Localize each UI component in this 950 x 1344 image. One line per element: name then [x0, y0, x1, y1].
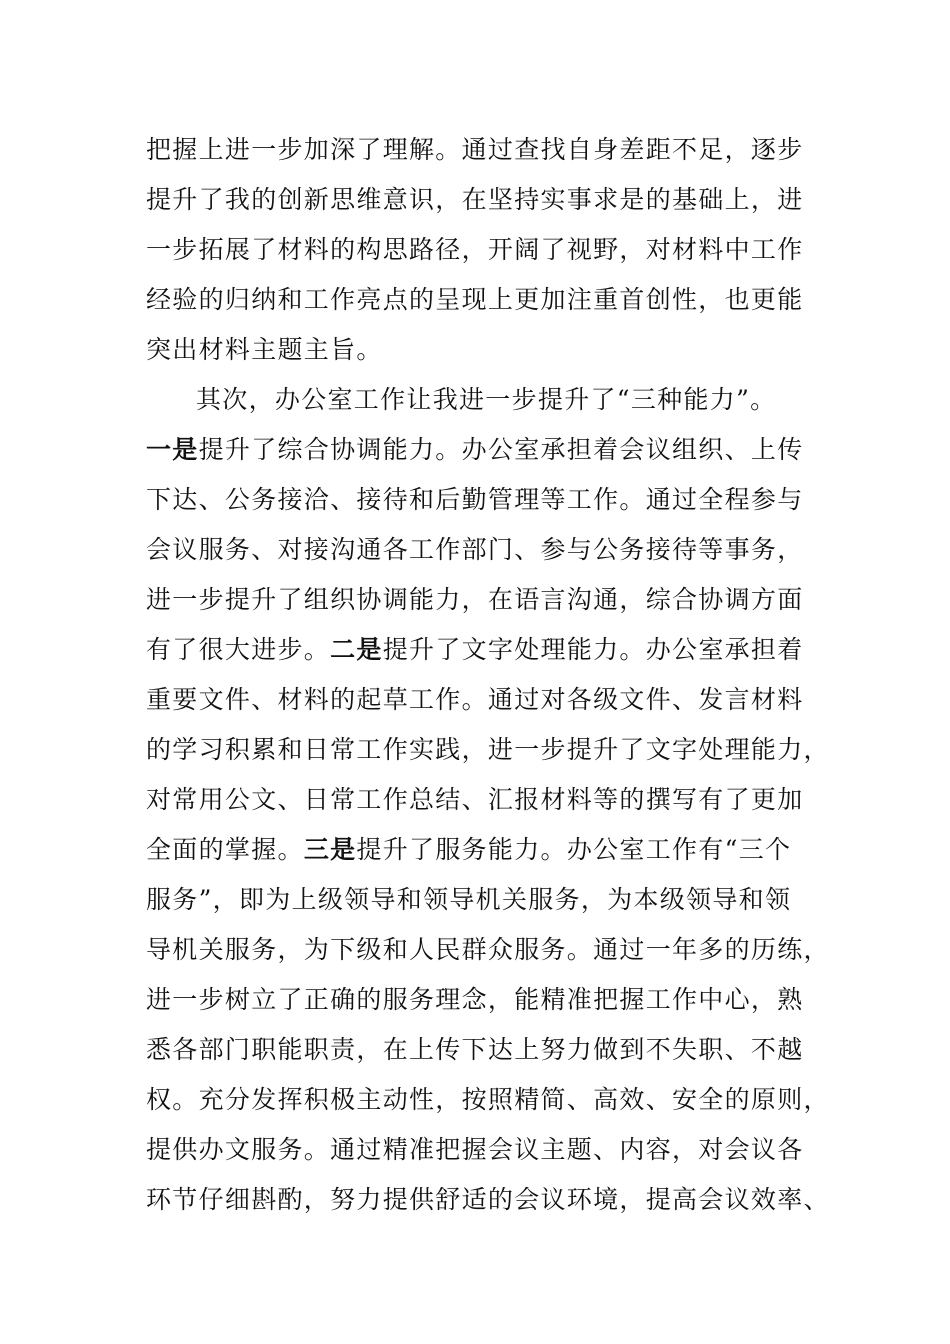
text-segment: 悉各部门职能职责，在上传下达上努力做到不失职、不越	[146, 1035, 804, 1064]
text-segment: 服务”，即为上级领导和领导机关服务，为本级领导和领	[146, 885, 792, 914]
text-segment: 会议服务、对接沟通各工作部门、参与公务接待等事务，	[146, 535, 804, 564]
text-segment: 提供办文服务。通过精准把握会议主题、内容，对会议各	[146, 1135, 804, 1164]
text-segment: 有了很大进步。	[146, 635, 331, 664]
text-segment: 进一步提升了组织协调能力，在语言沟通，综合协调方面	[146, 585, 804, 614]
text-line	[146, 575, 806, 625]
text-line	[146, 1075, 830, 1125]
text-segment: 经验的归纳和工作亮点的呈现上更加注重首创性，也更能	[146, 285, 804, 314]
emphasis-label: 一是	[146, 435, 199, 464]
text-line	[146, 125, 806, 175]
text-line	[146, 475, 806, 525]
text-segment: 重要文件、材料的起草工作。通过对各级文件、发言材料	[146, 685, 804, 714]
text-segment: 全面的掌握。	[146, 835, 304, 864]
text-line	[146, 625, 806, 675]
text-line	[146, 425, 806, 475]
text-segment: 提升了综合协调能力。办公室承担着会议组织、上传	[198, 435, 804, 464]
text-line	[146, 1025, 806, 1075]
text-segment: 提升了服务能力。办公室工作有“三个	[356, 835, 792, 864]
text-segment: 对常用公文、日常工作总结、汇报材料等的撰写有了更加	[146, 785, 804, 814]
text-line	[146, 725, 830, 775]
text-line	[146, 875, 806, 925]
text-segment: 提升了文字处理能力。办公室承担着	[382, 635, 804, 664]
text-line	[146, 525, 806, 575]
text-segment: 导机关服务，为下级和人民群众服务。通过一年多的历练，	[146, 935, 830, 964]
text-line	[146, 375, 806, 425]
text-segment: 一步拓展了材料的构思路径，开阔了视野，对材料中工作	[146, 235, 804, 264]
text-line	[146, 225, 806, 275]
text-line	[146, 175, 806, 225]
text-segment: 突出材料主题主旨。	[146, 335, 383, 364]
body-text	[146, 125, 830, 1225]
text-segment: 把握上进一步加深了理解。通过查找自身差距不足，逐步	[146, 135, 804, 164]
text-line	[146, 775, 806, 825]
text-line	[146, 325, 806, 375]
text-line	[146, 825, 806, 875]
text-line	[146, 925, 830, 975]
text-segment: 下达、公务接洽、接待和后勤管理等工作。通过全程参与	[146, 485, 804, 514]
text-segment: 进一步树立了正确的服务理念，能精准把握工作中心，熟	[146, 985, 804, 1014]
text-segment: 其次，办公室工作让我进一步提升了“三种能力”。	[196, 385, 777, 414]
text-line	[146, 675, 806, 725]
text-line	[146, 1125, 806, 1175]
text-segment: 提升了我的创新思维意识，在坚持实事求是的基础上，进	[146, 185, 804, 214]
text-line	[146, 1175, 830, 1225]
text-segment: 环节仔细斟酌，努力提供舒适的会议环境，提高会议效率、	[146, 1185, 830, 1214]
emphasis-label: 三是	[303, 835, 357, 864]
text-segment: 权。充分发挥积极主动性，按照精简、高效、安全的原则，	[146, 1085, 830, 1114]
text-line	[146, 975, 806, 1025]
text-segment: 的学习积累和日常工作实践，进一步提升了文字处理能力，	[146, 735, 830, 764]
text-line	[146, 275, 806, 325]
emphasis-label: 二是	[330, 635, 383, 664]
